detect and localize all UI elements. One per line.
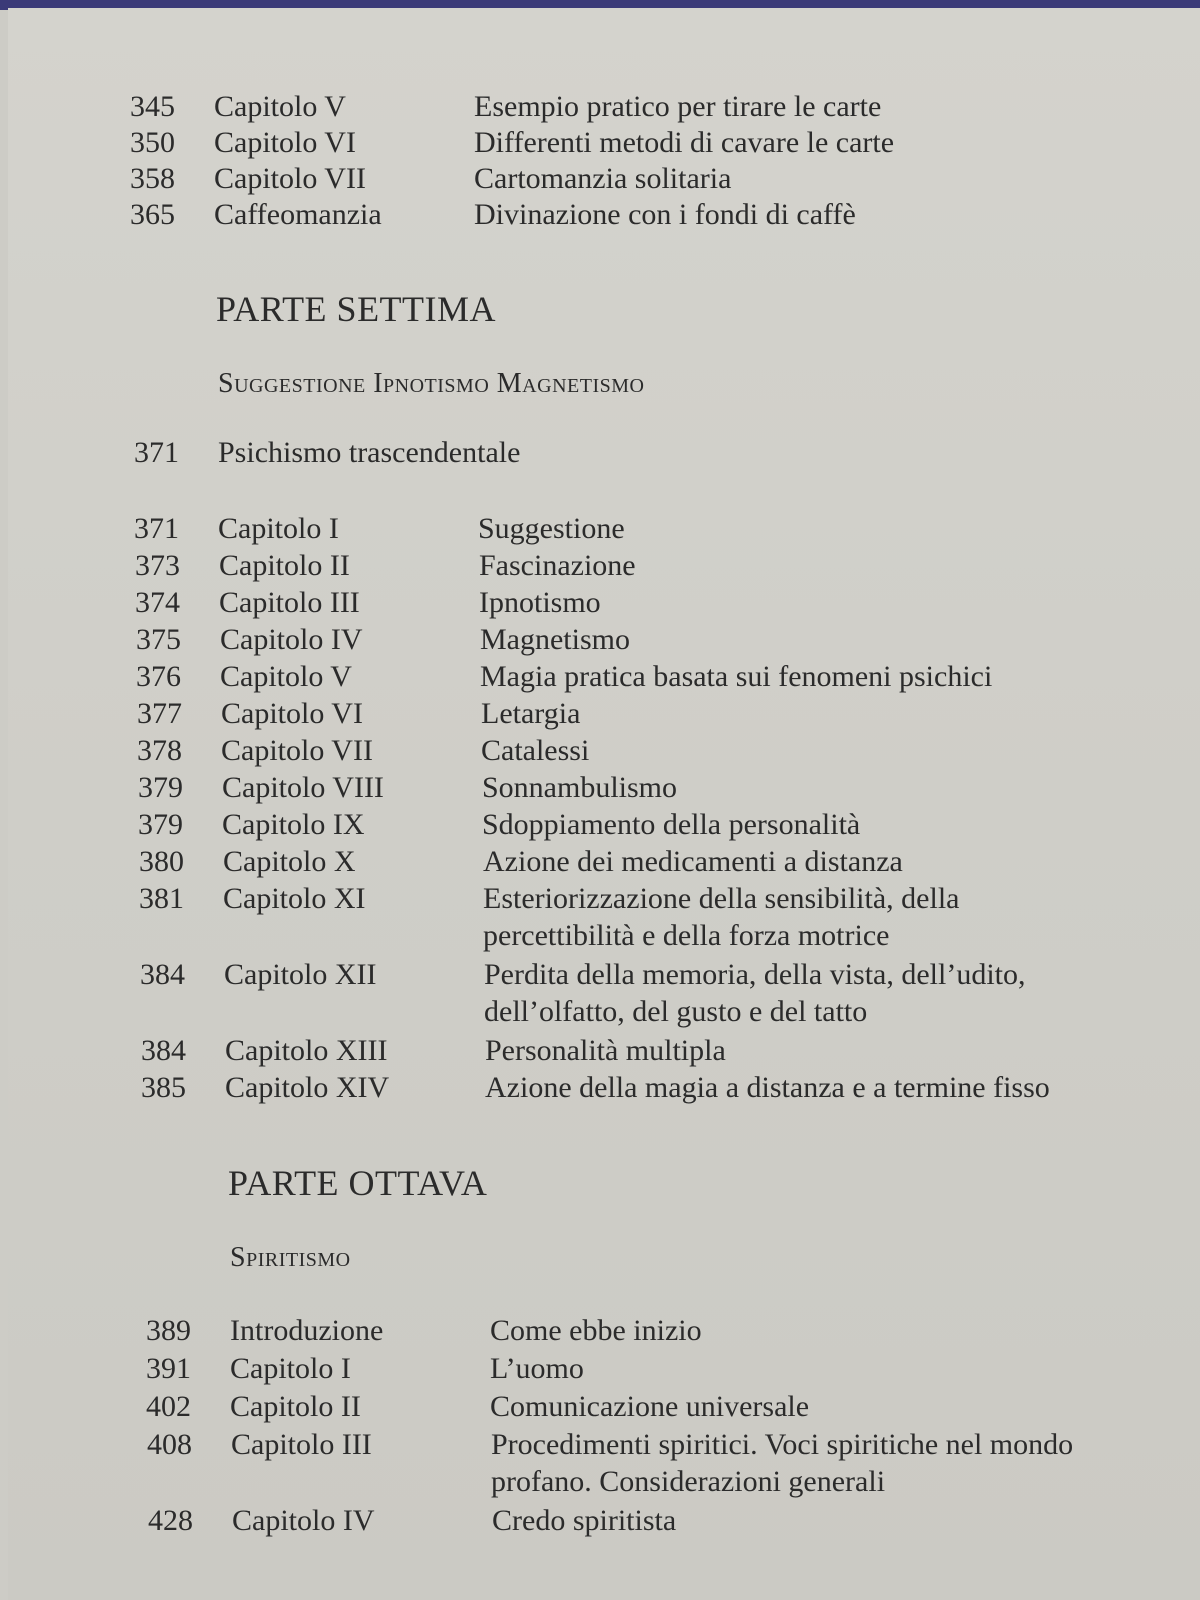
page-number: 376 <box>136 660 181 693</box>
toc-row <box>139 880 1200 960</box>
page-number: 391 <box>146 1352 191 1385</box>
page-number: 375 <box>136 623 181 656</box>
chapter-title: Fascinazione <box>479 549 636 582</box>
chapter-label: Capitolo XI <box>223 882 366 915</box>
chapter-title: Magnetismo <box>480 623 630 656</box>
page-number: 380 <box>139 845 184 878</box>
page-number: 379 <box>138 771 183 804</box>
chapter-title: Divinazione con i fondi di caffè <box>474 198 856 231</box>
page-number: 384 <box>141 1034 186 1067</box>
page-number: 373 <box>135 549 180 582</box>
toc-row <box>130 196 1200 236</box>
page-number: 350 <box>130 126 175 159</box>
toc-row <box>138 769 1200 809</box>
toc-row <box>140 956 1200 1036</box>
chapter-title: Cartomanzia solitaria <box>474 162 732 195</box>
chapter-label: Capitolo IV <box>220 623 363 656</box>
toc-row <box>138 806 1200 846</box>
toc-intro-row <box>134 436 520 470</box>
toc-row <box>130 124 1200 164</box>
chapter-label: Capitolo V <box>220 660 352 693</box>
toc-row <box>147 1426 1200 1506</box>
toc-row <box>146 1388 1200 1428</box>
chapter-title: Esempio pratico per tirare le carte <box>474 90 882 123</box>
toc-row <box>148 1502 1200 1542</box>
toc-row <box>130 88 1200 128</box>
toc-row <box>141 1069 1200 1109</box>
chapter-title: Personalità multipla <box>485 1034 726 1067</box>
toc-row <box>136 621 1200 661</box>
chapter-title: Come ebbe inizio <box>490 1314 702 1347</box>
page-number: 402 <box>146 1390 191 1423</box>
part-heading: PARTE SETTIMA <box>216 289 497 329</box>
chapter-label: Caffeomanzia <box>214 198 382 231</box>
chapter-label: Capitolo VII <box>214 162 366 195</box>
chapter-title: Magia pratica basata sui fenomeni psichici <box>480 660 993 693</box>
toc-row <box>130 160 1200 200</box>
toc-row <box>136 658 1200 698</box>
chapter-title: Suggestione <box>478 512 625 545</box>
chapter-title: Differenti metodi di cavare le carte <box>474 126 895 159</box>
page-number: 371 <box>134 512 179 545</box>
part-subtitle: Suggestione Ipnotismo Magnetismo <box>218 368 645 399</box>
chapter-title: Perdita della memoria, della vista, dell’udito, dell’olfatto, del gusto e del tatto <box>484 958 1026 1028</box>
chapter-label: Capitolo III <box>231 1428 372 1461</box>
chapter-title: Credo spiritista <box>492 1504 677 1537</box>
chapter-label: Capitolo IX <box>222 808 365 841</box>
chapter-title: Letargia <box>481 697 581 730</box>
toc-row <box>146 1350 1200 1390</box>
page-number: 428 <box>148 1504 193 1537</box>
toc-row <box>137 732 1200 772</box>
chapter-label: Capitolo III <box>219 586 360 619</box>
chapter-title: Azione della magia a distanza e a termine fisso <box>485 1071 1050 1104</box>
toc-row <box>137 695 1200 735</box>
chapter-label: Introduzione <box>230 1314 384 1347</box>
page-number: 374 <box>135 586 180 619</box>
page-number: 358 <box>130 162 175 195</box>
toc-row <box>141 1032 1200 1072</box>
chapter-label: Capitolo I <box>218 512 339 545</box>
chapter-label: Capitolo VI <box>221 697 363 730</box>
chapter-label: Capitolo V <box>214 90 346 123</box>
page-number: 389 <box>146 1314 191 1347</box>
chapter-label: Capitolo II <box>230 1390 361 1423</box>
chapter-title: Procedimenti spiritici. Voci spiritiche nel mondo profano. Considerazioni generali <box>491 1428 1074 1498</box>
chapter-label: Capitolo VI <box>214 126 356 159</box>
toc-row <box>146 1312 1200 1352</box>
chapter-title: Catalessi <box>481 734 590 767</box>
chapter-label: Capitolo VIII <box>222 771 384 804</box>
chapter-title: Comunicazione universale <box>490 1390 810 1423</box>
chapter-label: Capitolo VII <box>221 734 373 767</box>
toc-row <box>134 510 1200 550</box>
section-title: Psichismo trascendentale <box>218 436 521 469</box>
chapter-label: Capitolo XII <box>224 958 377 991</box>
chapter-label: Capitolo XIII <box>225 1034 388 1067</box>
chapter-label: Capitolo I <box>230 1352 351 1385</box>
chapter-title: Ipnotismo <box>479 586 601 619</box>
chapter-title: Azione dei medicamenti a distanza <box>483 845 903 878</box>
chapter-title: Sdoppiamento della personalità <box>482 808 861 841</box>
page-number: 345 <box>130 90 175 123</box>
toc-row <box>135 584 1200 624</box>
chapter-label: Capitolo IV <box>232 1504 375 1537</box>
page-number: 381 <box>139 882 184 915</box>
page-number: 365 <box>130 198 175 231</box>
page-number: 377 <box>137 697 182 730</box>
chapter-label: Capitolo X <box>223 845 356 878</box>
page-number: 385 <box>141 1071 186 1104</box>
chapter-title: Esteriorizzazione della sensibilità, della percettibilità e della forza motrice <box>483 882 960 952</box>
page-number: 371 <box>134 436 179 469</box>
chapter-label: Capitolo XIV <box>225 1071 390 1104</box>
chapter-title: L’uomo <box>490 1352 584 1385</box>
page-number: 408 <box>147 1428 192 1461</box>
toc-row <box>135 547 1200 587</box>
toc-row <box>139 843 1200 883</box>
page-number: 384 <box>140 958 185 991</box>
part-subtitle: Spiritismo <box>230 1242 351 1273</box>
chapter-title: Sonnambulismo <box>482 771 678 804</box>
part-heading: PARTE OTTAVA <box>228 1163 488 1203</box>
page-number: 379 <box>138 808 183 841</box>
page-number: 378 <box>137 734 182 767</box>
chapter-label: Capitolo II <box>219 549 350 582</box>
